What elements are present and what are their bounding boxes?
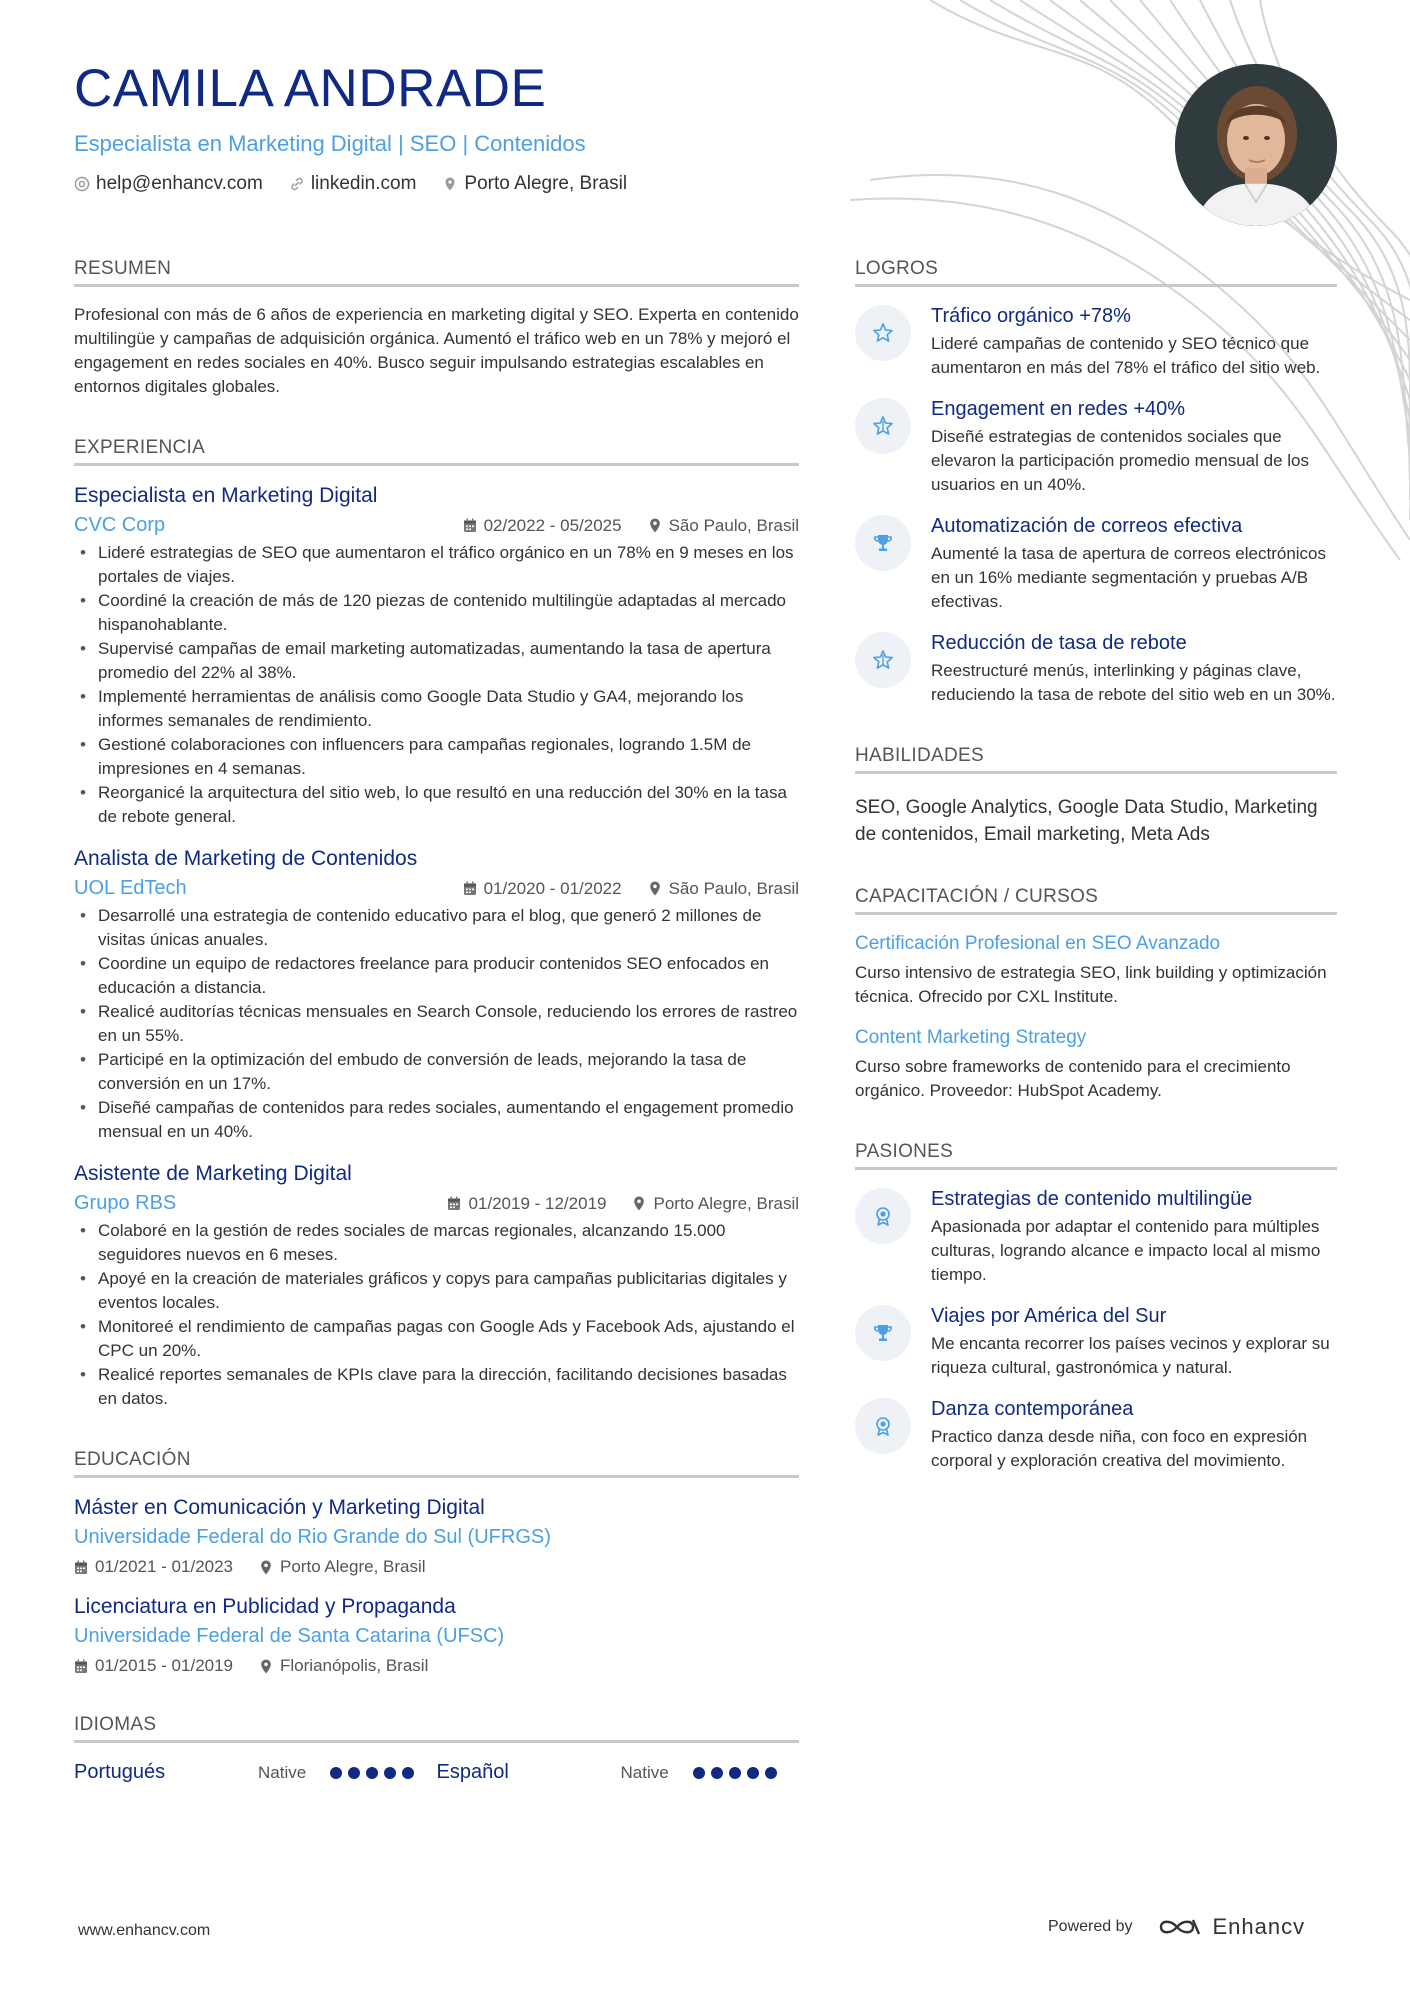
- location-pin-icon: [648, 518, 662, 533]
- education-heading: EDUCACIÓN: [74, 1449, 799, 1478]
- job-entry: [74, 847, 799, 1144]
- bullet-item: • Coordine un equipo de redactores freelance para producir contenidos SEO enfocados en educación a distancia.: [74, 952, 799, 1000]
- footer-branding: [1048, 1914, 1305, 1940]
- medal-icon: [855, 1398, 911, 1454]
- job-location: Porto Alegre, Brasil: [632, 1194, 799, 1214]
- achievement-item: [855, 398, 1337, 497]
- education-section: [74, 1449, 799, 1676]
- location-pin-icon: [648, 881, 662, 896]
- location-pin-icon: [259, 1560, 273, 1575]
- passion-item: [855, 1188, 1337, 1287]
- job-bullets: [74, 1219, 799, 1411]
- language-name: Portugués: [74, 1761, 166, 1783]
- passion-title: Viajes por América del Sur: [931, 1305, 1167, 1327]
- job-location: São Paulo, Brasil: [648, 879, 799, 899]
- star-sparkle-icon: [855, 398, 911, 454]
- bullet-item: • Realicé reportes semanales de KPIs clave para la dirección, facilitando decisiones basadas en datos.: [74, 1363, 799, 1411]
- trophy-icon: [855, 515, 911, 571]
- bullet-item: • Diseñé campañas de contenidos para redes sociales, aumentando el engagement promedio mensual en un 40%.: [74, 1096, 799, 1144]
- bullet-item: • Lideré estrategias de SEO que aumentaron el tráfico orgánico en un 78% en 9 meses en los portales de viajes.: [74, 541, 799, 589]
- achievement-desc: Lideré campañas de contenido y SEO técnico que aumentaron en más del 78% el tráfico del sitio web.: [931, 334, 1321, 377]
- job-location: São Paulo, Brasil: [648, 516, 799, 536]
- languages-heading: IDIOMAS: [74, 1714, 799, 1743]
- languages-section: [74, 1714, 799, 1784]
- candidate-title: Especialista en Marketing Digital | SEO | Contenidos: [74, 131, 586, 156]
- education-dates: 01/2021 - 01/2023: [74, 1557, 233, 1577]
- enhancv-logo-icon: [1157, 1915, 1203, 1939]
- achievement-item: [855, 305, 1337, 380]
- job-title: Asistente de Marketing Digital: [74, 1162, 352, 1185]
- language-item: [437, 1761, 800, 1784]
- bullet-item: • Realicé auditorías técnicas mensuales en Search Console, reduciendo los errores de rastreo en un 55%.: [74, 1000, 799, 1048]
- contact-row: [74, 173, 1074, 195]
- bullet-item: • Supervisé campañas de email marketing automatizadas, aumentando la tasa de apertura promedio del 22% al 38%.: [74, 637, 799, 685]
- passion-desc: Practico danza desde niña, con foco en expresión corporal y exploración creativa del movimiento.: [931, 1427, 1308, 1470]
- skills-heading: HABILIDADES: [855, 745, 1337, 774]
- summary-section: [74, 258, 799, 399]
- company-name: CVC Corp: [74, 514, 166, 536]
- job-entry: [74, 1162, 799, 1411]
- company-name: UOL EdTech: [74, 877, 187, 899]
- medal-icon: [855, 1188, 911, 1244]
- achievement-title: Automatización de correos efectiva: [931, 515, 1243, 537]
- resume-header: [74, 59, 1074, 195]
- school-name: Universidade Federal do Rio Grande do Sul (UFRGS): [74, 1526, 551, 1548]
- footer-website[interactable]: www.enhancv.com: [78, 1922, 211, 1939]
- location-pin-icon: [259, 1659, 273, 1674]
- right-column: [855, 258, 1337, 1473]
- achievement-item: [855, 632, 1337, 707]
- course-item: [855, 1027, 1337, 1103]
- course-desc: Curso intensivo de estrategia SEO, link building y optimización técnica. Ofrecido por CXL Institute.: [855, 963, 1327, 1006]
- experience-section: [74, 437, 799, 1411]
- course-title: Certificación Profesional en SEO Avanzado: [855, 933, 1221, 954]
- candidate-name: CAMILA ANDRADE: [74, 59, 547, 118]
- education-entry: [74, 1496, 799, 1577]
- job-title: Analista de Marketing de Contenidos: [74, 847, 418, 870]
- job-bullets: [74, 904, 799, 1144]
- achievement-desc: Aumenté la tasa de apertura de correos electrónicos en un 16% mediante segmentación y pruebas A/B efectivas.: [931, 544, 1327, 611]
- bullet-item: • Gestioné colaboraciones con influencers para campañas regionales, logrando 1.5M de impresiones en 4 semanas.: [74, 733, 799, 781]
- job-title: Especialista en Marketing Digital: [74, 484, 378, 507]
- proficiency-dots: [693, 1767, 777, 1779]
- passion-desc: Apasionada por adaptar el contenido para múltiples culturas, logrando alcance e impacto local al mismo tiempo.: [931, 1217, 1321, 1284]
- achievement-title: Tráfico orgánico +78%: [931, 305, 1131, 327]
- job-entry: [74, 484, 799, 829]
- degree-title: Licenciatura en Publicidad y Propaganda: [74, 1595, 456, 1618]
- passion-item: [855, 1305, 1337, 1380]
- course-title: Content Marketing Strategy: [855, 1027, 1087, 1048]
- email-text: help@enhancv.com: [96, 173, 263, 194]
- summary-text: Profesional con más de 6 años de experiencia en marketing digital y SEO. Experta en contenido multilingüe y campañas de adquisición orgánica. Aumentó el tráfico web en un 78% y mejoró el engagement en redes sociales en 40%. Busco seguir impulsando estrategias escalables en entornos digitales globales.: [74, 305, 799, 396]
- bullet-item: • Coordiné la creación de más de 120 piezas de contenido multilingüe adaptadas al mercado hispanohablante.: [74, 589, 799, 637]
- bullet-item: • Implementé herramientas de análisis como Google Data Studio y GA4, mejorando los informes semanales de rendimiento.: [74, 685, 799, 733]
- passion-desc: Me encanta recorrer los países vecinos y explorar su riqueza cultural, gastronómica y natural.: [931, 1334, 1330, 1377]
- courses-section: [855, 886, 1337, 1103]
- left-column: [74, 258, 799, 1784]
- passions-heading: PASIONES: [855, 1141, 1337, 1170]
- trophy-icon: [855, 1305, 911, 1361]
- skills-text: SEO, Google Analytics, Google Data Studio, Marketing de contenidos, Email marketing, Meta Ads: [855, 797, 1318, 845]
- bullet-item: • Desarrollé una estrategia de contenido educativo para el blog, que generó 2 millones de visitas únicas anuales.: [74, 904, 799, 952]
- degree-title: Máster en Comunicación y Marketing Digital: [74, 1496, 485, 1519]
- courses-heading: CAPACITACIÓN / CURSOS: [855, 886, 1337, 915]
- location-pin-icon: [442, 176, 458, 192]
- job-dates: 01/2020 - 01/2022: [463, 879, 622, 899]
- bullet-item: • Colaboré en la gestión de redes sociales de marcas regionales, alcanzando 15.000 seguidores nuevos en 6 meses.: [74, 1219, 799, 1267]
- achievement-item: [855, 515, 1337, 614]
- powered-by-text: Powered by: [1048, 1918, 1133, 1935]
- bullet-item: • Participé en la optimización del embudo de conversión de leads, mejorando la tasa de conversión en un 17%.: [74, 1048, 799, 1096]
- education-location: Porto Alegre, Brasil: [259, 1557, 426, 1577]
- bullet-item: • Monitoreé el rendimiento de campañas pagas con Google Ads y Facebook Ads, ajustando el CPC un 20%.: [74, 1315, 799, 1363]
- calendar-icon: [447, 1196, 461, 1211]
- link-icon: [289, 176, 305, 192]
- company-name: Grupo RBS: [74, 1192, 177, 1214]
- enhancv-logo[interactable]: [1157, 1914, 1306, 1940]
- education-dates: 01/2015 - 01/2019: [74, 1656, 233, 1676]
- star-icon: [855, 305, 911, 361]
- skills-section: [855, 745, 1337, 848]
- bullet-item: • Apoyé en la creación de materiales gráficos y copys para campañas publicitarias digitales y eventos locales.: [74, 1267, 799, 1315]
- job-dates: 01/2019 - 12/2019: [447, 1194, 606, 1214]
- achievements-heading: LOGROS: [855, 258, 1337, 287]
- contact-location: [442, 173, 627, 195]
- experience-heading: EXPERIENCIA: [74, 437, 799, 466]
- passion-title: Danza contemporánea: [931, 1398, 1134, 1420]
- calendar-icon: [463, 518, 477, 533]
- brand-text: Enhancv: [1212, 1914, 1306, 1939]
- language-level: Native: [258, 1762, 307, 1782]
- calendar-icon: [74, 1659, 88, 1674]
- summary-heading: RESUMEN: [74, 258, 799, 287]
- passions-section: [855, 1141, 1337, 1473]
- location-text: Porto Alegre, Brasil: [464, 173, 628, 194]
- profile-photo: [1175, 64, 1337, 226]
- job-bullets: [74, 541, 799, 829]
- passion-item: [855, 1398, 1337, 1473]
- achievements-section: [855, 258, 1337, 707]
- education-location: Florianópolis, Brasil: [259, 1656, 428, 1676]
- language-item: [74, 1761, 437, 1784]
- language-name: Español: [436, 1761, 509, 1783]
- education-entry: [74, 1595, 799, 1676]
- passion-title: Estrategias de contenido multilingüe: [931, 1188, 1253, 1210]
- course-item: [855, 933, 1337, 1009]
- achievement-title: Reducción de tasa de rebote: [931, 632, 1187, 654]
- linkedin-text: linkedin.com: [310, 173, 417, 194]
- contact-email[interactable]: [74, 173, 263, 195]
- proficiency-dots: [330, 1767, 414, 1779]
- star-sparkle-icon: [855, 632, 911, 688]
- school-name: Universidade Federal de Santa Catarina (UFSC): [74, 1625, 505, 1647]
- achievement-desc: Reestructuré menús, interlinking y páginas clave, reduciendo la tasa de rebote del sitio web en un 30%.: [931, 661, 1336, 704]
- contact-linkedin[interactable]: [289, 173, 417, 195]
- job-dates: 02/2022 - 05/2025: [463, 516, 622, 536]
- achievement-desc: Diseñé estrategias de contenidos sociales que elevaron la participación promedio mensual de los usuarios en un 40%.: [931, 427, 1309, 494]
- language-level: Native: [620, 1762, 669, 1782]
- location-pin-icon: [632, 1196, 646, 1211]
- at-icon: [74, 176, 90, 192]
- calendar-icon: [463, 881, 477, 896]
- course-desc: Curso sobre frameworks de contenido para el crecimiento orgánico. Proveedor: HubSpot Academy.: [855, 1057, 1291, 1100]
- achievement-title: Engagement en redes +40%: [931, 398, 1186, 420]
- calendar-icon: [74, 1560, 88, 1575]
- bullet-item: • Reorganicé la arquitectura del sitio web, lo que resultó en una reducción del 30% en la tasa de rebote general.: [74, 781, 799, 829]
